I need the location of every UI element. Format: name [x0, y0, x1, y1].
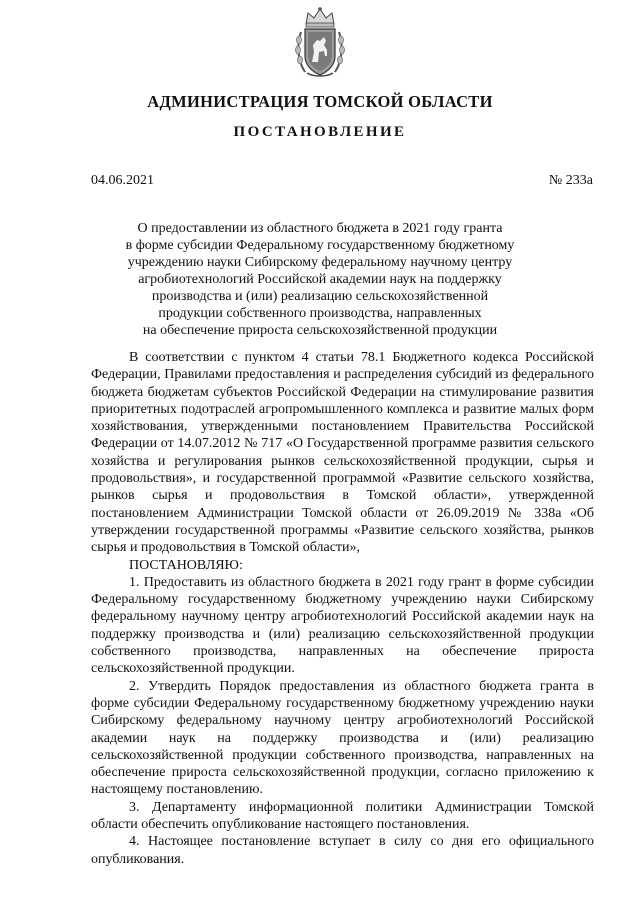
document-body [91, 349, 594, 868]
document-date: 04.06.2021 [91, 173, 154, 188]
organization-title: АДМИНИСТРАЦИЯ ТОМСКОЙ ОБЛАСТИ [147, 92, 493, 111]
subject-line: продукции собственного производства, направленных [158, 306, 482, 321]
clause-paragraph: 1. Предоставить из областного бюджета в 2021 году грант в форме субсидии Федеральному государственному бюджетному учреждению науки Сибирскому федеральному научному центру агробиотехнологий Российской академии наук на поддержку производства и (или) реализацию сельскохозяйственной продукции собственного производства, направленных на обеспечение прироста сельскохозяйственной продукции. [91, 574, 594, 677]
clause-paragraph: 2. Утвердить Порядок предоставления из областного бюджета гранта в форме субсидии Федеральному государственному бюджетному учреждению науки Сибирскому федеральному научному центру агробиотехнологий Российской академии наук на поддержку производства и (или) реализацию сельскохозяйственной продукции собственного производства, направленных на обеспечение прироста сельскохозяйственной продукции, согласно приложению к настоящему постановлению. [91, 678, 594, 798]
subject-line: учреждению науки Сибирскому федеральному научному центру [127, 255, 513, 270]
document-subject [100, 220, 540, 339]
document-number: № 233а [548, 173, 593, 188]
decree-word: ПОСТАНОВЛЯЮ: [129, 557, 243, 573]
clause-paragraph: 4. Настоящее постановление вступает в силу со дня его официального опубликования. [91, 834, 594, 867]
subject-line: в форме субсидии Федеральному государственному бюджетному [125, 238, 515, 253]
subject-line: производства и (или) реализацию сельскохозяйственной [151, 289, 489, 304]
preamble-paragraph: В соответствии с пунктом 4 статьи 78.1 Бюджетного кодекса Российской Федерации, Правилами предоставления и распределения субсидий из федерального бюджета бюджетам субъектов Российской Федерации на стимулирование развития приоритетных подотраслей агропромышленного комплекса и развитие малых форм хозяйствования, утвержденными постановлением Правительства Российской Федерации от 14.07.2012 № 717 «О Государственной программе развития сельского хозяйства и регулирования рынков сельскохозяйственной продукции, сырья и продовольствия», и государственной программой «Развитие сельского хозяйства, рынков сырья и продовольствия в Томской области», утвержденной постановлением Администрации Томской области от 26.09.2019 № 338а «Об утверждении государственной программы «Развитие сельского хозяйства, рынков сырья и продовольствия в Томской области», [91, 350, 594, 556]
subject-line: О предоставлении из областного бюджета в 2021 году гранта [137, 221, 503, 236]
subject-line: на обеспечение прироста сельскохозяйственной продукции [142, 323, 498, 338]
subject-line: агробиотехнологий Российской академии наук на поддержку [138, 272, 502, 287]
clause-paragraph: 3. Департаменту информационной политики Администрации Томской области обеспечить опубликование настоящего постановления. [91, 799, 594, 833]
tomsk-coat-of-arms-icon [293, 4, 347, 80]
document-type: ПОСТАНОВЛЕНИЕ [233, 124, 407, 140]
